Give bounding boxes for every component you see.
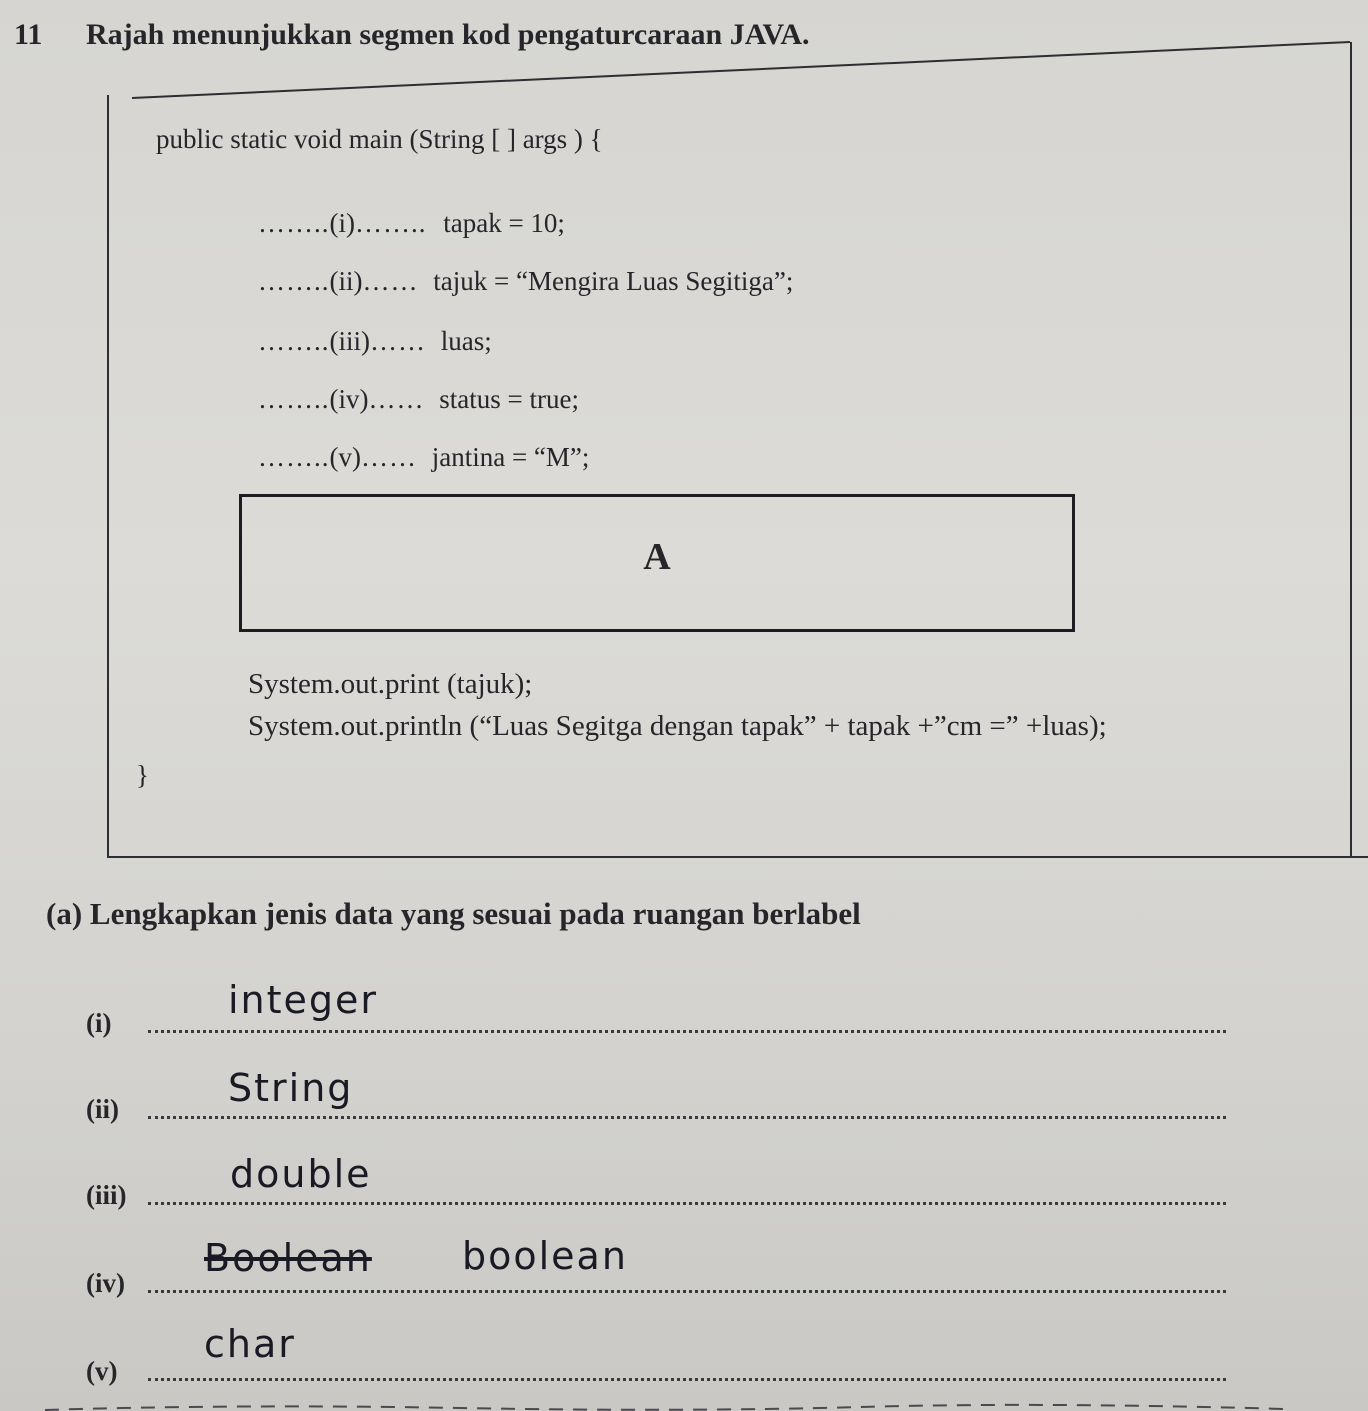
- print-statement-title: System.out.print (tajuk);: [248, 668, 533, 700]
- code-frame-bottom-edge: [107, 856, 1368, 858]
- declaration-line-i: [258, 208, 565, 239]
- blank-dots: ……..: [258, 442, 330, 472]
- answer-label-i: (i): [86, 1008, 112, 1038]
- answer-line-ii: [148, 1116, 1226, 1119]
- answer-label-v: (v): [86, 1356, 118, 1386]
- handwritten-answer-iv: boolean: [462, 1234, 628, 1278]
- blank-label: (v): [329, 442, 361, 472]
- code-box-a: [239, 494, 1075, 632]
- answer-label-iv: (iv): [86, 1268, 125, 1298]
- code-frame-top-edge: [132, 40, 1350, 100]
- answer-line-v: [148, 1378, 1226, 1381]
- blank-label: (iii): [329, 326, 370, 356]
- blank-dots: ……..: [354, 208, 427, 238]
- code-frame-right-edge: [1350, 42, 1352, 857]
- blank-dots: ……..: [258, 326, 330, 356]
- main-method-signature: public static void main (String [ ] args ) {: [156, 124, 603, 154]
- part-a-instruction: (a) Lengkapkan jenis data yang sesuai pada ruangan berlabel: [46, 896, 861, 931]
- blank-dots: ……: [360, 442, 417, 472]
- answer-line-iii: [148, 1202, 1226, 1205]
- declaration-line-iv: [258, 384, 579, 415]
- blank-dots: ……..: [258, 208, 330, 238]
- blank-dots: ……: [370, 326, 426, 356]
- blank-dots: ……..: [258, 266, 330, 296]
- declaration-statement: status = true;: [439, 384, 579, 414]
- handwritten-answer-ii: String: [228, 1066, 354, 1110]
- blank-label: (ii): [329, 266, 363, 296]
- print-statement-area: System.out.println (“Luas Segitga dengan tapak” + tapak +”cm =” +luas);: [248, 710, 1107, 742]
- declaration-statement: jantina = “M”;: [431, 442, 590, 472]
- declaration-line-v: [258, 442, 589, 473]
- handwritten-answer-v: char: [204, 1322, 296, 1366]
- declaration-statement: tapak = 10;: [443, 208, 565, 238]
- declaration-statement: luas;: [440, 326, 492, 356]
- declaration-line-iii: [258, 326, 492, 357]
- answer-label-ii: (ii): [86, 1094, 119, 1124]
- blank-dots: ……..: [258, 384, 330, 414]
- question-number: 11: [14, 18, 43, 51]
- declaration-statement: tajuk = “Mengira Luas Segitiga”;: [433, 266, 794, 296]
- blank-dots: ……: [368, 384, 425, 414]
- handwritten-answer-iii: double: [230, 1152, 372, 1196]
- handwritten-struck-answer-iv: Boolean: [204, 1236, 372, 1280]
- blank-label: (i): [329, 208, 355, 238]
- answer-line-iv: [148, 1290, 1226, 1293]
- closing-brace: }: [136, 760, 149, 790]
- question-title: Rajah menunjukkan segmen kod pengaturcaraan JAVA.: [86, 18, 810, 51]
- answer-line-i: [148, 1030, 1226, 1033]
- blank-label: (iv): [329, 384, 369, 414]
- blank-dots: ……: [362, 266, 419, 296]
- cut-off-next-line: [40, 1398, 1290, 1411]
- code-box-a-label: A: [643, 536, 671, 578]
- answer-label-iii: (iii): [86, 1180, 127, 1210]
- code-frame-left-edge: [107, 95, 109, 857]
- declaration-line-ii: [258, 266, 793, 297]
- handwritten-answer-i: integer: [228, 978, 379, 1022]
